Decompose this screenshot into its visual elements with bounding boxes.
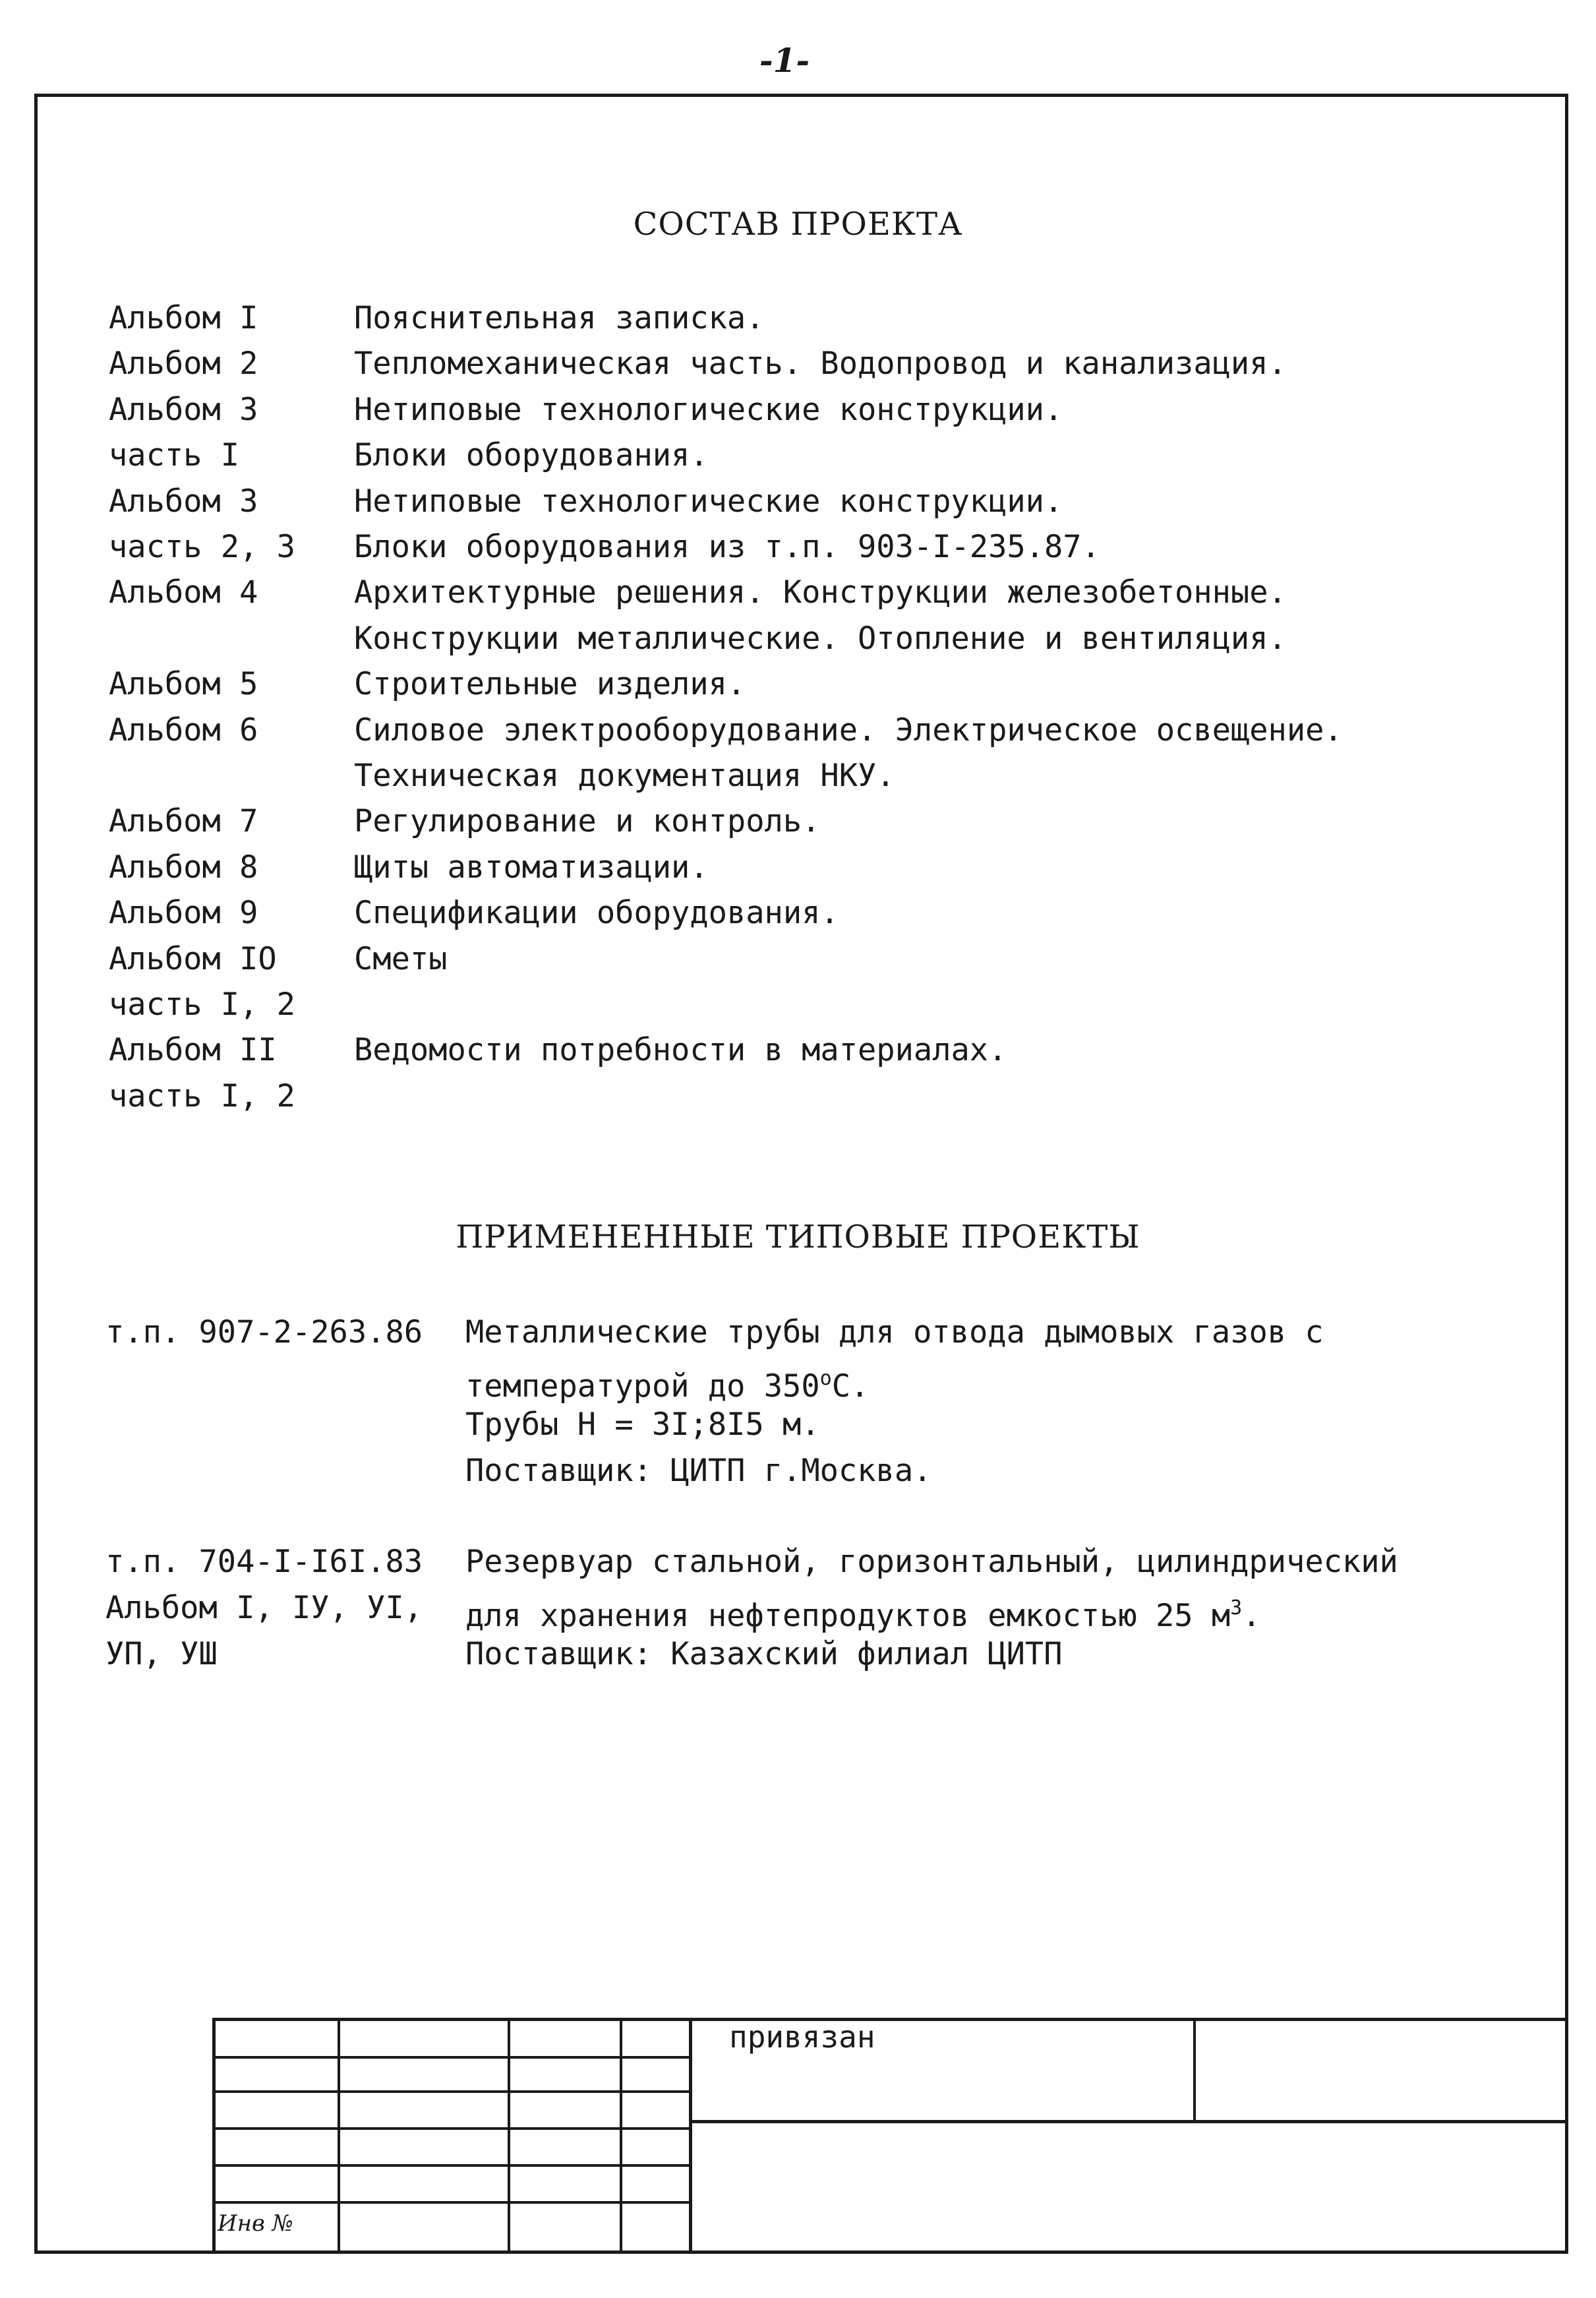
title-block-left-border: [212, 2018, 216, 2251]
page-number: -1-: [759, 41, 810, 80]
composition-row-text: Техническая документация НКУ.: [354, 758, 895, 794]
composition-row-label: Альбом 8: [109, 849, 258, 886]
composition-row-text: Сметы: [354, 941, 448, 977]
composition-row-text: Пояснительная записка.: [354, 300, 765, 336]
composition-row-text: Регулирование и контроль.: [354, 803, 821, 839]
project-2-label-1: т.п. 704-I-I6I.83: [105, 1544, 423, 1580]
attached-label: привязан: [729, 2019, 875, 2055]
composition-row-label: часть 2, 3: [109, 529, 295, 565]
composition-row-text: Силовое электрооборудование. Электрическое освещение.: [354, 712, 1343, 748]
composition-row-label: Альбом 7: [109, 803, 258, 839]
typical-projects-title: ПРИМЕНЕННЫЕ ТИПОВЫЕ ПРОЕКТЫ: [456, 1219, 1140, 1255]
title-block-hline-2: [212, 2090, 690, 2093]
composition-row-text: Щиты автоматизации.: [354, 849, 709, 886]
project-1-line-2: температурой до 350$^o$С.: [465, 1367, 870, 1405]
project-2-line-2: для хранения нефтепродуктов емкостью 25 $м^3$.: [465, 1596, 1261, 1634]
composition-row-label: Альбом I: [109, 300, 258, 336]
project-2-line-3: Поставщик: Казахский филиал ЦИТП: [465, 1636, 1063, 1672]
composition-row-text: Нетиповые технологические конструкции.: [354, 392, 1063, 428]
composition-row-label: Альбом 9: [109, 895, 258, 931]
composition-row-text: Архитектурные решения. Конструкции железобетонные.: [354, 574, 1287, 611]
title-block-vline-2: [508, 2018, 510, 2251]
composition-row-text: Ведомости потребности в материалах.: [354, 1032, 1007, 1068]
composition-row-text: Строительные изделия.: [354, 666, 746, 702]
title-block-hline-4: [212, 2164, 690, 2167]
composition-row-label: Альбом 4: [109, 574, 258, 611]
project-2-label-2: Альбом I, IУ, УI,: [105, 1590, 423, 1626]
project-1-line-3: Трубы Н = 3I;8I5 м.: [465, 1406, 820, 1443]
title-block-hline-3: [212, 2127, 690, 2130]
title-block-hline-5: [212, 2201, 690, 2204]
title-block-vline-1: [338, 2018, 340, 2251]
project-1-line-1: Металлические трубы для отвода дымовых газов с: [465, 1314, 1324, 1350]
composition-row-label: Альбом 6: [109, 712, 258, 748]
composition-row-label: часть I, 2: [109, 1078, 295, 1114]
composition-row-label: Альбом 2: [109, 346, 258, 382]
composition-title: СОСТАВ ПРОЕКТА: [633, 206, 963, 243]
inventory-number-label: Инв №: [218, 2210, 293, 2237]
composition-row-text: Конструкции металлические. Отопление и вентиляция.: [354, 620, 1287, 657]
composition-row-label: Альбом 3: [109, 392, 258, 428]
composition-row-text: Нетиповые технологические конструкции.: [354, 483, 1063, 520]
project-2-label-3: УП, УШ: [105, 1636, 218, 1672]
title-block-top-border: [212, 2018, 1565, 2021]
project-1-line-4: Поставщик: ЦИТП г.Москва.: [465, 1453, 932, 1489]
composition-row-label: Альбом II: [109, 1032, 277, 1068]
composition-row-label: Альбом IO: [109, 941, 277, 977]
project-2-line-1: Резервуар стальной, горизонтальный, цилиндрический: [465, 1544, 1398, 1580]
composition-row-label: Альбом 5: [109, 666, 258, 702]
composition-row-text: Блоки оборудования из т.п. 903-I-235.87.: [354, 529, 1100, 565]
project-1-label: т.п. 907-2-263.86: [105, 1314, 423, 1350]
composition-row-text: Блоки оборудования.: [354, 437, 709, 473]
composition-row-label: Альбом 3: [109, 483, 258, 520]
title-block-hline-right: [689, 2120, 1566, 2123]
title-block-vline-5: [1193, 2018, 1196, 2122]
title-block-hline-1: [212, 2056, 690, 2059]
composition-row-text: Спецификации оборудования.: [354, 895, 839, 931]
title-block-vline-4: [689, 2018, 692, 2251]
composition-row-text: Тепломеханическая часть. Водопровод и канализация.: [354, 346, 1287, 382]
title-block-vline-3: [620, 2018, 622, 2251]
composition-row-label: часть I, 2: [109, 986, 295, 1023]
composition-row-label: часть I: [109, 437, 240, 473]
